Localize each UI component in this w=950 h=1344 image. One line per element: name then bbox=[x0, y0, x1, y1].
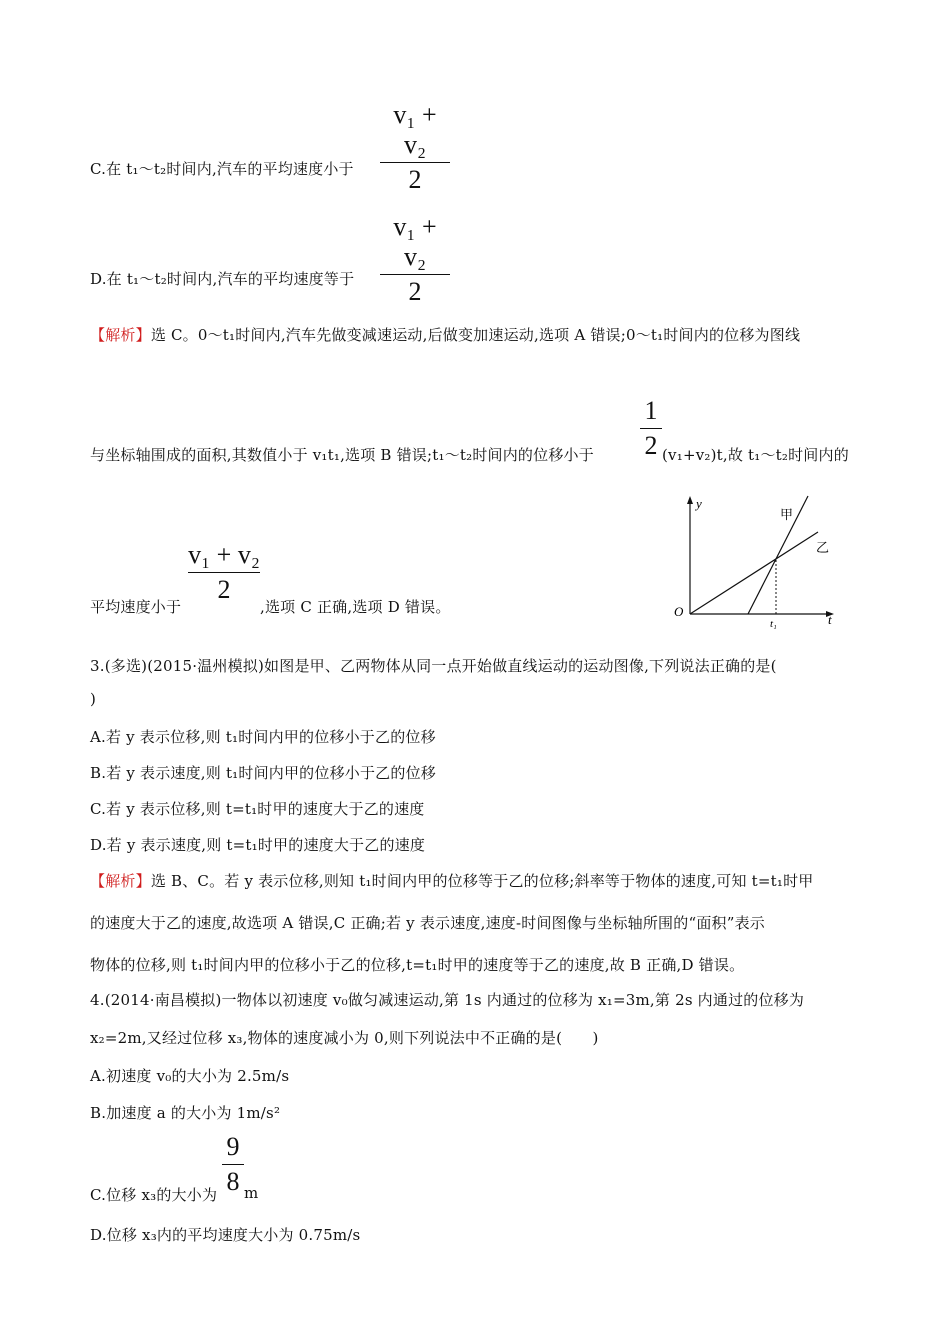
fraction-denominator: 2 bbox=[408, 165, 422, 194]
analysis-1-line-3a: 平均速度小于 bbox=[90, 598, 182, 616]
line-jia bbox=[748, 496, 808, 614]
fraction-numerator: 1 bbox=[644, 396, 658, 425]
y-axis-arrow bbox=[687, 496, 693, 504]
analysis-1-fraction bbox=[188, 540, 260, 605]
option-c-text: C.在 t₁～t₂时间内,汽车的平均速度小于 bbox=[90, 160, 354, 178]
analysis-tag: 【解析】 bbox=[90, 872, 151, 890]
q3-option-d: D.若 y 表示速度,则 t=t₁时甲的速度大于乙的速度 bbox=[90, 836, 426, 854]
y-axis-label: y bbox=[696, 496, 702, 511]
option-c-fraction bbox=[380, 100, 450, 195]
option-d-text: D.在 t₁～t₂时间内,汽车的平均速度等于 bbox=[90, 270, 355, 288]
fraction-denominator: 2 bbox=[217, 575, 231, 604]
fraction-numerator: v₁ + v₂ bbox=[393, 100, 437, 159]
fraction-bar bbox=[188, 572, 260, 573]
fraction-numerator: v₁ + v₂ bbox=[188, 540, 260, 569]
analysis-1-line-2b: (v₁+v₂)t,故 t₁～t₂时间内的 bbox=[662, 446, 849, 464]
fraction-denominator: 2 bbox=[644, 431, 658, 460]
analysis-3-line-3: 物体的位移,则 t₁时间内甲的位移小于乙的位移,t=t₁时甲的速度等于乙的速度,故 B 正确,D 错误。 bbox=[90, 956, 745, 974]
q4-option-c-unit: m bbox=[244, 1184, 259, 1202]
q4-option-c-text: C.位移 x₃的大小为 bbox=[90, 1186, 218, 1204]
analysis-1-line-1: 【解析】选 C。0～t₁时间内,汽车先做变减速运动,后做变加速运动,选项 A 错误;0～t₁时间内的位移为图线 bbox=[90, 326, 801, 344]
q3-stem-line-2: ) bbox=[90, 690, 97, 708]
fraction-denominator: 8 bbox=[226, 1167, 240, 1196]
q3-option-c: C.若 y 表示位移,则 t=t₁时甲的速度大于乙的速度 bbox=[90, 800, 425, 818]
fraction-numerator: 9 bbox=[226, 1132, 240, 1161]
q4-stem-line-2: x₂=2m,又经过位移 x₃,物体的速度减小为 0,则下列说法中不正确的是( ) bbox=[90, 1029, 599, 1047]
q4-option-d: D.位移 x₃内的平均速度大小为 0.75m/s bbox=[90, 1226, 361, 1244]
jia-label: 甲 bbox=[780, 508, 794, 523]
q4-stem-line-1: 4.(2014·南昌模拟)一物体以初速度 v₀做匀减速运动,第 1s 内通过的位移为 x₁=3m,第 2s 内通过的位移为 bbox=[90, 991, 805, 1009]
fraction-numerator: v₁ + v₂ bbox=[393, 212, 437, 271]
half-fraction bbox=[640, 396, 662, 461]
option-d-fraction bbox=[380, 212, 450, 307]
fraction-bar bbox=[380, 274, 450, 275]
fraction-denominator: 2 bbox=[408, 277, 422, 306]
q3-option-a: A.若 y 表示位移,则 t₁时间内甲的位移小于乙的位移 bbox=[90, 728, 436, 746]
fraction-bar bbox=[380, 162, 450, 163]
yi-label: 乙 bbox=[816, 541, 830, 556]
analysis-1-line-3b: ,选项 C 正确,选项 D 错误。 bbox=[260, 598, 451, 616]
motion-graph bbox=[670, 492, 840, 632]
analysis-3-line-2: 的速度大于乙的速度,故选项 A 错误,C 正确;若 y 表示速度,速度-时间图像与坐标轴所围的“面积”表示 bbox=[90, 914, 765, 932]
t-axis-label: t bbox=[828, 612, 832, 627]
origin-label: O bbox=[674, 604, 684, 619]
analysis-1-line-2a: 与坐标轴围成的面积,其数值小于 v₁t₁,选项 B 错误;t₁～t₂时间内的位移小于 bbox=[90, 446, 594, 464]
q4-option-b: B.加速度 a 的大小为 1m/s² bbox=[90, 1104, 281, 1122]
q4-option-a: A.初速度 v₀的大小为 2.5m/s bbox=[90, 1067, 290, 1085]
q3-stem-line-1: 3.(多选)(2015·温州模拟)如图是甲、乙两物体从同一点开始做直线运动的运动图像,下列说法正确的是( bbox=[90, 657, 777, 675]
fraction-bar bbox=[640, 428, 662, 429]
t1-label: t₁ bbox=[770, 618, 777, 630]
q4-option-c-fraction bbox=[222, 1132, 244, 1197]
analysis-3-line-1: 【解析】选 B、C。若 y 表示位移,则知 t₁时间内甲的位移等于乙的位移;斜率等于物体的速度,可知 t=t₁时甲 bbox=[90, 872, 814, 890]
analysis-tag: 【解析】 bbox=[90, 326, 151, 344]
q3-option-b: B.若 y 表示速度,则 t₁时间内甲的位移小于乙的位移 bbox=[90, 764, 436, 782]
fraction-bar bbox=[222, 1164, 244, 1165]
